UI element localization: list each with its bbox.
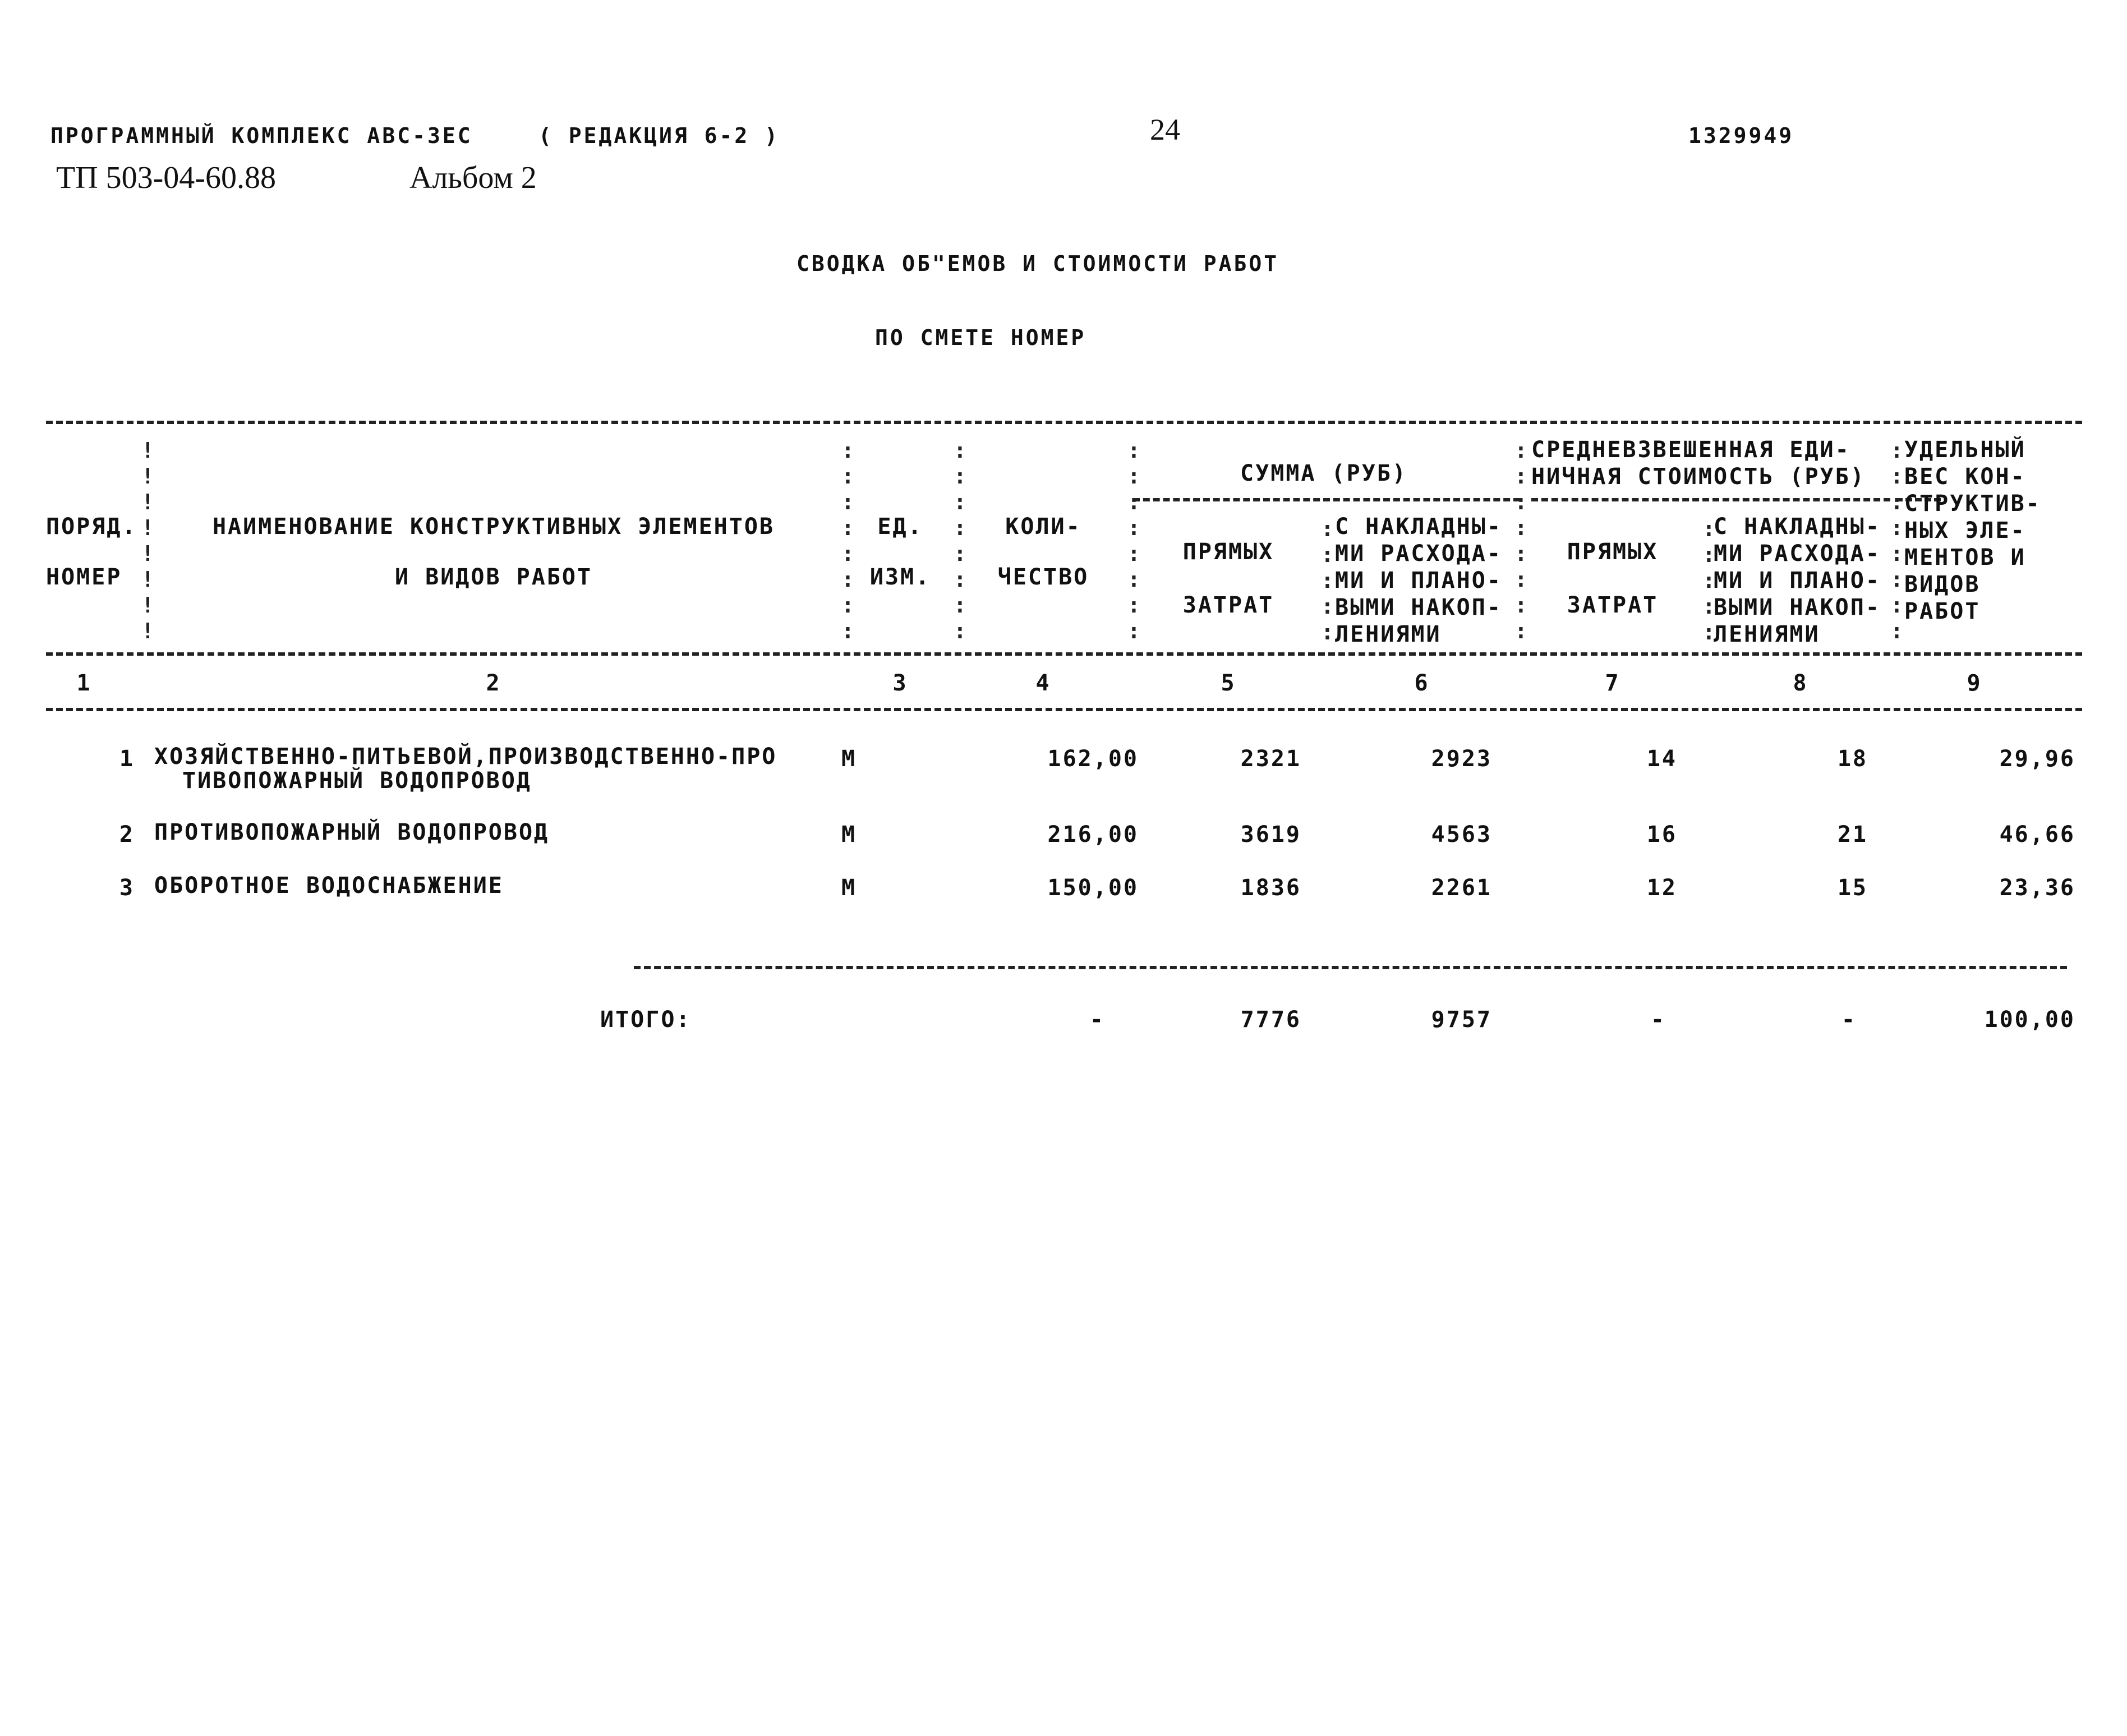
row-unit: М: [841, 822, 857, 848]
vsep-5: : : : : :: [1321, 517, 1334, 644]
column-number-rule: [46, 708, 2082, 711]
row-direct-cost: 3619: [1240, 822, 1301, 848]
row-direct-cost: 2321: [1240, 746, 1301, 772]
row-avg-overhead: 15: [1837, 875, 1868, 901]
table-top-rule: [46, 421, 2082, 424]
row-name: ПРОТИВОПОЖАРНЫЙ ВОДОПРОВОД: [154, 819, 550, 845]
col9-header-6: ВИДОВ: [1904, 572, 1981, 597]
document-code: 1329949: [1688, 123, 1794, 148]
col3-header-a: ЕД.: [877, 514, 923, 540]
row-name: ОБОРОТНОЕ ВОДОСНАБЖЕНИЕ: [154, 873, 504, 899]
column-number: 7: [1605, 670, 1620, 696]
row-unit: М: [841, 875, 857, 901]
col1-header-b: НОМЕР: [46, 564, 122, 590]
edition-label: ( РЕДАКЦИЯ 6-2 ): [538, 123, 780, 148]
row-unit: М: [841, 746, 857, 772]
col6-header-2: МИ РАСХОДА-: [1335, 541, 1502, 567]
col7-header-b: ЗАТРАТ: [1567, 592, 1659, 618]
row-avg-direct: 14: [1646, 746, 1677, 772]
row-quantity: 162,00: [1047, 746, 1139, 772]
col4-header-b: ЧЕСТВО: [997, 564, 1089, 590]
row-number: 1: [119, 746, 135, 772]
total-label: ИТОГО:: [600, 1007, 692, 1033]
col6-header-4: ВЫМИ НАКОП-: [1335, 595, 1502, 620]
col3-header-b: ИЗМ.: [869, 564, 931, 590]
col8-header-4: ВЫМИ НАКОП-: [1714, 595, 1881, 620]
col9-header-1: УДЕЛЬНЫЙ: [1904, 437, 2026, 463]
col2-header-a: НАИМЕНОВАНИЕ КОНСТРУКТИВНЫХ ЭЛЕМЕНТОВ: [212, 514, 775, 540]
row-quantity: 216,00: [1047, 822, 1139, 848]
row-number: 2: [119, 822, 135, 848]
sum-group-header: СУММА (РУБ): [1240, 461, 1407, 486]
album-label: Альбом 2: [409, 160, 537, 195]
vsep-2: : : : : : : : :: [841, 438, 854, 643]
col2-header-b: И ВИДОВ РАБОТ: [394, 564, 593, 590]
col1-header-a: ПОРЯД.: [46, 514, 137, 540]
total-share: 100,00: [1984, 1007, 2075, 1033]
avg-group-header-1: СРЕДНЕВЗВЕШЕННАЯ ЕДИ-: [1531, 437, 1850, 463]
page-number: 24: [1150, 113, 1180, 146]
program-name: ПРОГРАММНЫЙ КОМПЛЕКС АВС-3ЕС: [50, 123, 473, 148]
col4-header-a: КОЛИ-: [1005, 514, 1081, 540]
col9-header-2: ВЕС КОН-: [1904, 464, 2026, 490]
col8-header-5: ЛЕНИЯМИ: [1714, 621, 1820, 647]
row-name-continued: ТИВОПОЖАРНЫЙ ВОДОПРОВОД: [182, 768, 532, 794]
total-overhead-cost: 9757: [1431, 1007, 1492, 1033]
row-avg-direct: 12: [1646, 875, 1677, 901]
document-title: СВОДКА ОБ"ЕМОВ И СТОИМОСТИ РАБОТ: [797, 251, 1279, 276]
document-subtitle: ПО СМЕТЕ НОМЕР: [875, 325, 1086, 350]
column-number: 9: [1967, 670, 1982, 696]
vsep-4: : : : : : : : :: [1127, 438, 1140, 643]
row-avg-direct: 16: [1646, 822, 1677, 848]
col6-header-5: ЛЕНИЯМИ: [1335, 621, 1442, 647]
row-number: 3: [119, 875, 135, 901]
total-quantity: -: [1089, 1007, 1105, 1033]
col7-header-a: ПРЯМЫХ: [1567, 539, 1659, 565]
col6-header-1: С НАКЛАДНЫ-: [1335, 514, 1502, 540]
sum-group-rule: [1133, 498, 1520, 501]
column-number: 2: [486, 670, 501, 696]
row-overhead-cost: 2923: [1431, 746, 1492, 772]
col5-header-b: ЗАТРАТ: [1182, 592, 1274, 618]
vsep-7: : : : : :: [1702, 517, 1715, 644]
row-name: ХОЗЯЙСТВЕННО-ПИТЬЕВОЙ,ПРОИЗВОДСТВЕННО-ПРО: [154, 744, 777, 770]
row-direct-cost: 1836: [1240, 875, 1301, 901]
total-rule: [634, 966, 2067, 969]
col6-header-3: МИ И ПЛАНО-: [1335, 568, 1502, 593]
column-number: 5: [1221, 670, 1236, 696]
row-overhead-cost: 2261: [1431, 875, 1492, 901]
col9-header-5: МЕНТОВ И: [1904, 545, 2026, 570]
col8-header-2: МИ РАСХОДА-: [1714, 541, 1881, 567]
total-avg-direct: -: [1650, 1007, 1666, 1033]
col9-header-4: НЫХ ЭЛЕ-: [1904, 518, 2026, 544]
avg-group-header-2: НИЧНАЯ СТОИМОСТЬ (РУБ): [1531, 464, 1866, 490]
row-share: 46,66: [1999, 822, 2075, 848]
row-avg-overhead: 18: [1837, 746, 1868, 772]
row-share: 29,96: [1999, 746, 2075, 772]
row-avg-overhead: 21: [1837, 822, 1868, 848]
row-overhead-cost: 4563: [1431, 822, 1492, 848]
column-number: 8: [1793, 670, 1808, 696]
col9-header-7: РАБОТ: [1904, 598, 1981, 624]
vsep-8: : : : : : : : :: [1890, 438, 1903, 643]
project-code: ТП 503-04-60.88: [56, 160, 276, 195]
column-number: 4: [1035, 670, 1051, 696]
col5-header-a: ПРЯМЫХ: [1182, 539, 1274, 565]
col9-header-3: СТРУКТИВ-: [1904, 491, 2041, 517]
row-quantity: 150,00: [1047, 875, 1139, 901]
col8-header-1: С НАКЛАДНЫ-: [1714, 514, 1881, 540]
column-number: 3: [892, 670, 908, 696]
avg-group-rule: [1531, 498, 1890, 501]
total-direct-cost: 7776: [1240, 1007, 1301, 1033]
column-number: 1: [76, 670, 92, 696]
column-number: 6: [1414, 670, 1430, 696]
total-avg-overhead: -: [1841, 1007, 1857, 1033]
header-bottom-rule: [46, 652, 2082, 656]
vsep-1: ! ! ! ! ! ! ! !: [141, 438, 154, 643]
col8-header-3: МИ И ПЛАНО-: [1714, 568, 1881, 593]
row-share: 23,36: [1999, 875, 2075, 901]
vsep-3: : : : : : : : :: [954, 438, 966, 643]
vsep-6: : : : : : : : :: [1514, 438, 1527, 643]
